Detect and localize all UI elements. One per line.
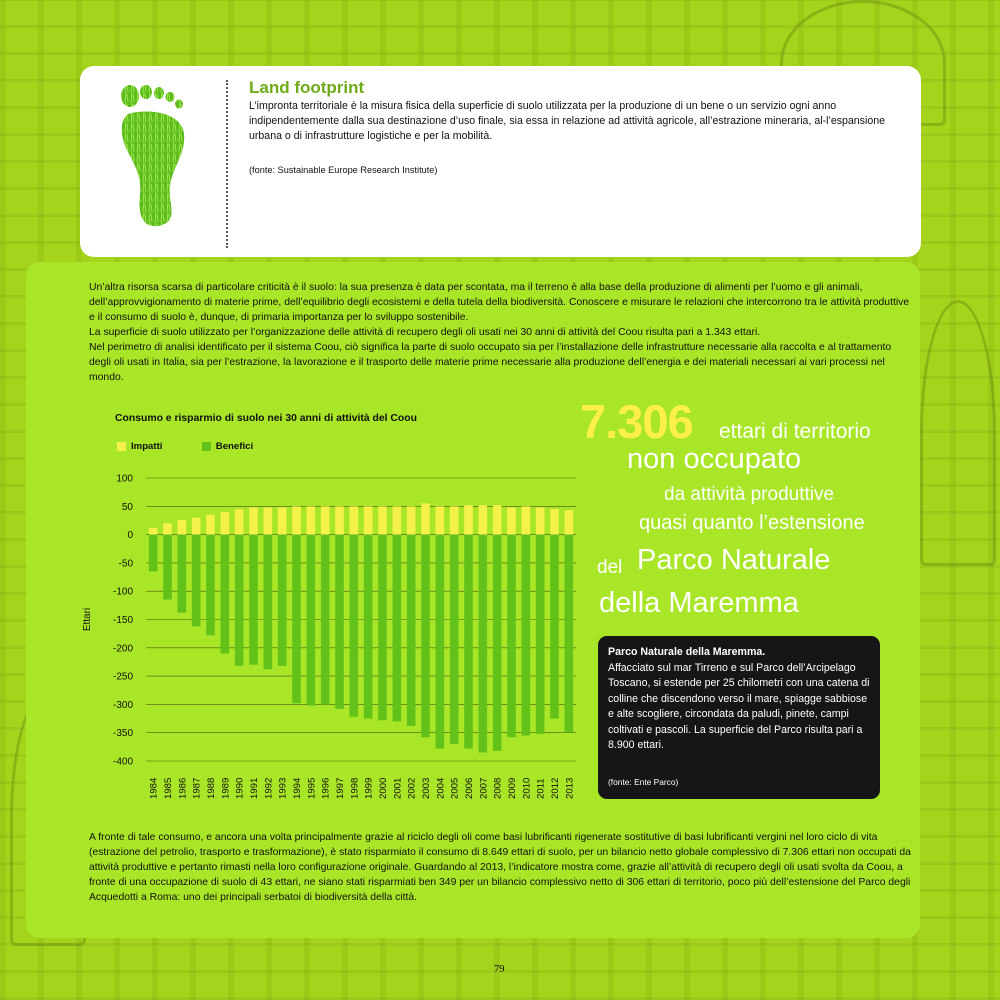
legend-label-impatti: Impatti [131, 441, 163, 452]
bar-benefici [393, 535, 402, 722]
bar-impatti [278, 507, 287, 534]
x-tick-label: 2009 [507, 777, 518, 799]
intro-paragraph: La superficie di suolo utilizzato per l’organizzazione delle attività di recupero degli oli usati nei 30 anni di attività del Coou risulta pari a 1.343 ettari. [89, 327, 761, 338]
bar-impatti [550, 509, 559, 534]
bar-benefici [264, 535, 273, 670]
x-tick-label: 1987 [191, 777, 203, 799]
x-tick-label: 1990 [234, 777, 246, 799]
bar-impatti [522, 506, 531, 534]
highlight-line: quasi quanto l’estensione [639, 512, 865, 534]
x-tick-label: 2012 [550, 777, 561, 799]
bar-chart [76, 465, 586, 820]
y-axis-label: Ettari [82, 607, 93, 632]
bar-impatti [493, 505, 502, 534]
park-text: Affacciato sul mar Tirreno e sul Parco dell’Arcipelago Toscano, si estende per 25 chilometri con una catena di colline che discendono verso il mare, spiagge sabbiose e alte scogliere, circondata da paludi, pinete, campi coltivati e pascoli. La superficie del Parco risulta pari a 8.900 ettari. [608, 662, 870, 752]
bar-benefici [536, 535, 545, 734]
highlight-line: del [597, 557, 623, 578]
bar-benefici [278, 535, 287, 666]
bar-impatti [192, 518, 201, 535]
bar-impatti [149, 528, 158, 535]
bar-impatti [421, 503, 430, 534]
card-source: (fonte: Sustainable Europe Research Institute) [249, 165, 438, 175]
bar-impatti [178, 520, 187, 535]
bar-benefici [364, 535, 373, 719]
card-divider [226, 80, 228, 248]
bar-benefici [192, 535, 201, 627]
x-tick-label: 1984 [148, 777, 160, 799]
highlight-number: 7.306 [580, 395, 693, 448]
y-tick-label: -300 [112, 699, 133, 711]
bar-impatti [350, 506, 359, 534]
bar-benefici [493, 535, 502, 751]
y-tick-label: -150 [112, 615, 133, 626]
highlight-line: da attività produttive [664, 484, 835, 505]
y-tick-label: -250 [112, 671, 133, 683]
bar-impatti [235, 509, 244, 534]
bar-benefici [550, 535, 559, 719]
x-tick-label: 2008 [492, 777, 504, 799]
x-tick-label: 1988 [206, 777, 217, 799]
bar-impatti [407, 506, 416, 534]
bar-impatti [264, 507, 273, 534]
y-tick-label: 50 [121, 501, 133, 513]
bar-impatti [436, 506, 445, 534]
intro-paragraph: Nel perimetro di analisi identificato per il sistema Coou, ciò significa la parte di suolo occupato sia per l’installazione delle infrastrutture necessarie alla raccolta e al trattamento degli oli usati in Italia, sia per l’estrazione, la lavorazione e il trasporto delle materie prime necessarie alla produzione dell’energia e dei materiali necessari ai vari processi nel mondo. [89, 342, 892, 383]
outro-text: A fronte di tale consumo, e ancora una volta principalmente grazie al riciclo degli oli come basi lubrificanti rigenerate sostitutive di basi lubrificanti vergini nel loro ciclo di vita (estrazione del petrolio, trasporto e trasformazione), è stato risparmiato il consumo di 8.649 ettari di suolo, per un bilancio netto globale complessivo di 7.306 ettari non occupati da attività produttive e pertanto rimasti nella loro configurazione originale. Guardando al 2013, l’indicatore mostra come, grazie all’attività di recupero degli oli usati svolta da Coou, a fronte di una occupazione di suolo di 43 ettari, ne siano stati risparmiati ben 349 per un bilancio complessivo netto di 306 ettari di territorio, poco più dell’estensione del Parco degli Acquedotti a Roma: uno dei principali serbatoi di biodiversità della città. [89, 832, 911, 903]
y-tick-label: -100 [112, 586, 133, 598]
bar-impatti [507, 507, 516, 534]
bar-impatti [163, 523, 172, 534]
bar-impatti [464, 505, 473, 534]
bar-benefici [479, 535, 488, 753]
x-tick-label: 2007 [478, 777, 490, 799]
legend-label-benefici: Benefici [215, 441, 254, 452]
park-source: (fonte: Ente Parco) [608, 777, 679, 787]
bar-impatti [321, 506, 330, 534]
highlight-line: ettari di territorio [719, 420, 871, 443]
bar-impatti [393, 506, 402, 534]
x-tick-label: 2000 [378, 777, 389, 799]
bar-benefici [378, 535, 387, 721]
bar-benefici [221, 535, 230, 654]
x-tick-label: 1986 [177, 777, 189, 799]
bar-impatti [249, 507, 258, 534]
highlight-line: non occupato [627, 443, 802, 475]
y-tick-label: 0 [127, 530, 133, 542]
bar-benefici [421, 535, 430, 738]
bar-impatti [536, 507, 545, 534]
bar-impatti [364, 506, 373, 534]
bar-benefici [178, 535, 187, 613]
chart-title: Consumo e risparmio di suolo nei 30 anni di attività del Coou [115, 413, 417, 424]
bar-impatti [206, 515, 215, 535]
intro-text [89, 280, 915, 385]
bar-benefici [464, 535, 473, 749]
bar-benefici [321, 535, 330, 705]
y-tick-label: -350 [112, 728, 133, 740]
x-tick-label: 2002 [406, 777, 418, 799]
x-tick-label: 1994 [292, 777, 303, 799]
x-tick-label: 1995 [306, 777, 318, 799]
y-tick-label: 100 [116, 473, 133, 485]
bar-impatti [378, 506, 387, 534]
bar-benefici [249, 535, 258, 665]
page-number: 79 [494, 964, 505, 975]
bar-benefici [522, 535, 531, 736]
bar-impatti [335, 506, 344, 534]
bar-impatti [565, 510, 574, 534]
bar-benefici [206, 535, 215, 636]
definition-card [80, 66, 921, 257]
x-tick-label: 2011 [535, 778, 547, 799]
park-title: Parco Naturale della Maremma. [608, 646, 766, 658]
bar-benefici [436, 535, 445, 749]
background-tank [920, 300, 996, 566]
x-tick-label: 2013 [564, 777, 576, 799]
bar-benefici [163, 535, 172, 600]
x-tick-label: 1996 [320, 777, 332, 799]
footprint-icon [118, 82, 194, 228]
intro-paragraph: Un’altra risorsa scarsa di particolare criticità è il suolo: la sua presenza è data per scontata, ma il terreno è alla base della produzione di alimenti per l’uomo e gli animali, dell’approvvigionamento di materie prime, dell’equilibrio degli ecosistemi e della tutela della biodiversità. Conoscere e misurare le relazioni che intercorrono tra le attività produttive e il consumo di suolo è, dunque, di primaria importanza per lo sviluppo sostenibile. [89, 282, 910, 323]
bar-impatti [292, 506, 301, 534]
x-tick-label: 2004 [435, 777, 447, 799]
x-tick-label: 1985 [163, 777, 174, 799]
bar-benefici [335, 535, 344, 709]
bar-impatti [307, 506, 316, 534]
y-tick-label: -50 [118, 558, 133, 570]
bar-benefici [507, 535, 516, 738]
bar-benefici [307, 535, 316, 706]
legend-swatch-benefici [202, 442, 211, 451]
legend-swatch-impatti [117, 442, 126, 451]
y-tick-label: -200 [112, 643, 133, 655]
highlight-line: della Maremma [599, 587, 799, 619]
x-tick-label: 1998 [349, 777, 361, 799]
card-definition-text: L’impronta territoriale è la misura fisica della superficie di suolo utilizzata per la produzione di un bene o un servizio ogni anno indipendentemente dalla sua destinazione d’uso finale, sia essa in relazione ad attività agricole, all’estrazione mineraria, al-l’espansione urbana o di infrastrutture logistiche e per la mobilità. [249, 100, 886, 142]
bar-benefici [149, 535, 158, 572]
bar-benefici [407, 535, 416, 726]
bar-benefici [565, 535, 574, 733]
bar-benefici [450, 535, 459, 744]
bar-benefici [292, 535, 301, 704]
x-tick-label: 1993 [277, 777, 289, 799]
x-tick-label: 1999 [363, 777, 375, 799]
bar-impatti [221, 512, 230, 535]
bar-benefici [350, 535, 359, 717]
x-tick-label: 1991 [249, 777, 260, 799]
card-title: Land footprint [249, 78, 365, 97]
x-tick-label: 1997 [335, 777, 346, 799]
x-tick-label: 2003 [421, 777, 432, 799]
bar-benefici [235, 535, 244, 666]
bar-impatti [479, 505, 488, 534]
highlight-line: Parco Naturale [637, 544, 831, 576]
chart-legend [117, 441, 253, 452]
y-tick-label: -400 [112, 756, 133, 768]
x-tick-label: 1989 [220, 777, 232, 799]
x-tick-label: 2001 [392, 777, 404, 799]
park-info-box [598, 636, 880, 799]
x-tick-label: 1992 [263, 777, 275, 799]
x-tick-label: 2006 [464, 777, 475, 799]
bar-impatti [450, 506, 459, 534]
x-tick-label: 2005 [449, 777, 461, 799]
x-tick-label: 2010 [521, 777, 533, 799]
